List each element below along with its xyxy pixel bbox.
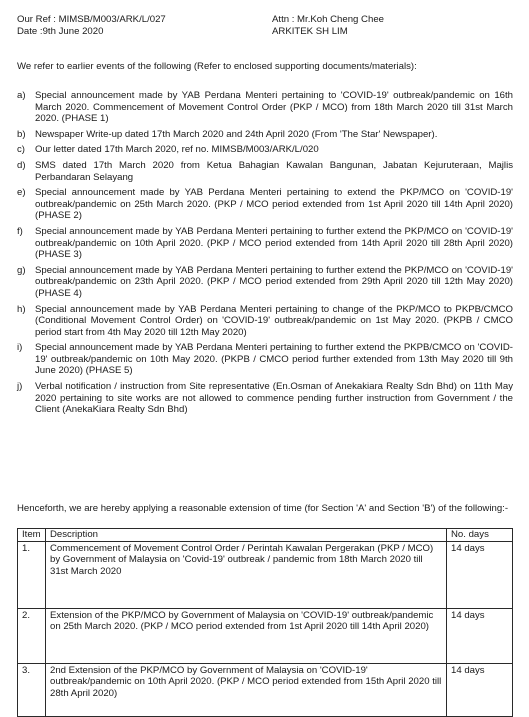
closing-paragraph: Henceforth, we are hereby applying a reasonable extension of time (for Section 'A' and Section 'B') of the following:- [17,503,509,514]
table-header-row [18,529,513,542]
list-item-text: SMS dated 17th March 2020 from Ketua Bahagian Kawalan Bangunan, Jabatan Kejuruteraan, Majlis Perbandaran Selayang [35,159,513,183]
list-item-letter: f) [17,225,23,237]
list-item-letter: g) [17,264,26,276]
list-item [17,90,517,125]
list-item-letter: i) [17,342,23,354]
extension-table [17,528,513,717]
list-item-text: Special announcement made by YAB Perdana Menteri pertaining to further extend the PKP/MCO on 'COVID-19' outbreak/pandemic on 10th April 2020. (PKP / MCO period extended from 14th April 2020 till 28th April 2020) (PHASE 3) [35,225,513,261]
list-item [17,226,517,261]
list-item-text: Special announcement made by YAB Perdana Menteri pertaining to further extend the PKP/MCO on 'COVID-19' outbreak/pandemic on 23th April 2020. (PKP / MCO period extended from 29th April 2020 till 12th May 2020) (PHASE 4) [35,264,513,299]
list-item-text: Verbal notification / instruction from Site representative (En.Osman of Anekakiara Realty Sdn Bhd) on 11th May 2020 pertaining to site works are not allowed to commence pending further instruction from Government / the Client (AnekaKiara Realty Sdn Bhd) [35,381,513,416]
table-row [18,663,513,716]
list-item-letter: d) [17,159,26,171]
days-cell: 14 days [447,608,513,663]
days-cell: 14 days [447,663,513,716]
list-item-text: Special announcement made by YAB Perdana Menteri pertaining to extend the PKP/MCO on 'COVID-19' outbreak/pandemic on 25th March 2020. (PKP / MCO period extended from 1st April 2020 till 14th April 2020) (PHASE 2) [35,187,513,222]
item-number-cell: 2. [18,608,46,663]
description-cell: 2nd Extension of the PKP/MCO by Government of Malaysia on 'COVID-19' outbreak/pandemic on 10th April 2020. (PKP / MCO period extended from 15th April 2020 till 28th April 2020) [46,663,447,716]
list-item-letter: e) [17,187,26,199]
days-cell: 14 days [447,541,513,608]
list-item-text: Special announcement made by YAB Perdana Menteri pertaining to further extend the PKPB/CMCO on 'COVID-19' outbreak/pandemic on 10th May 2020. (PKPB / CMCO period further extended from 13th May 2020 till 9th June 2020) (PHASE 5) [35,342,513,377]
list-item-text: Newspaper Write-up dated 17th March 2020 and 24th April 2020 (From 'The Star' Newspaper). [35,128,438,140]
description-column-header: Description [46,529,447,542]
list-item [17,381,517,416]
list-item-text: Special announcement made by YAB Perdana Menteri pertaining to change of the PKP/MCO to PKPB/CMCO (Conditional Movement Control Order) on 'COVID-19' outbreak/pandemic on 1st May 2020. (PKPB / CMCO period start from 4th May 2020 till 12th May 2020) [35,303,513,338]
letter-header [17,14,517,37]
list-item-text: Our letter dated 17th March 2020, ref no. MIMSB/M003/ARK/L/020 [35,144,319,156]
item-number-cell: 1. [18,541,46,608]
list-item [17,304,517,339]
table-row [18,608,513,663]
list-item-letter: a) [17,90,26,101]
list-item-letter: j) [17,381,23,393]
list-item [17,265,517,300]
list-item [17,160,517,183]
events-list [17,90,517,420]
list-item [17,342,517,377]
list-item-text: Special announcement made by YAB Perdana Menteri pertaining to 'COVID-19' outbreak/pandemic on 16th March 2020. Commencement of Movement Control Order (PKP / MCO) from 18th March 2020 till 31st March 2020. (PHASE 1) [35,90,513,125]
description-cell: Extension of the PKP/MCO by Government of Malaysia on 'COVID-19' outbreak/pandemic on 25th March 2020. (PKP / MCO period extended from 1st April 2020 till 14th April 2020) [46,608,447,663]
item-column-header: Item [18,529,46,542]
letter-date: Date :9th June 2020 [17,25,104,37]
table-row [18,541,513,608]
list-item [17,144,517,156]
list-item-letter: h) [17,303,26,315]
recipient-company: ARKITEK SH LIM [272,25,348,37]
list-item [17,129,517,141]
attention-line: Attn : Mr.Koh Cheng Chee [272,14,384,25]
description-cell: Commencement of Movement Control Order / Perintah Kawalan Pergerakan (PKP / MCO) by Government of Malaysia on 'Covid-19' outbreak / pandemic from 18th March 2020 till 31st March 2020 [46,541,447,608]
list-item-letter: b) [17,128,26,140]
intro-paragraph: We refer to earlier events of the following (Refer to enclosed supporting documents/materials): [17,61,417,72]
list-item [17,187,517,222]
days-column-header: No. days [447,529,513,542]
item-number-cell: 3. [18,663,46,716]
reference-number: Our Ref : MIMSB/M003/ARK/L/027 [17,14,166,25]
list-item-letter: c) [17,144,25,156]
